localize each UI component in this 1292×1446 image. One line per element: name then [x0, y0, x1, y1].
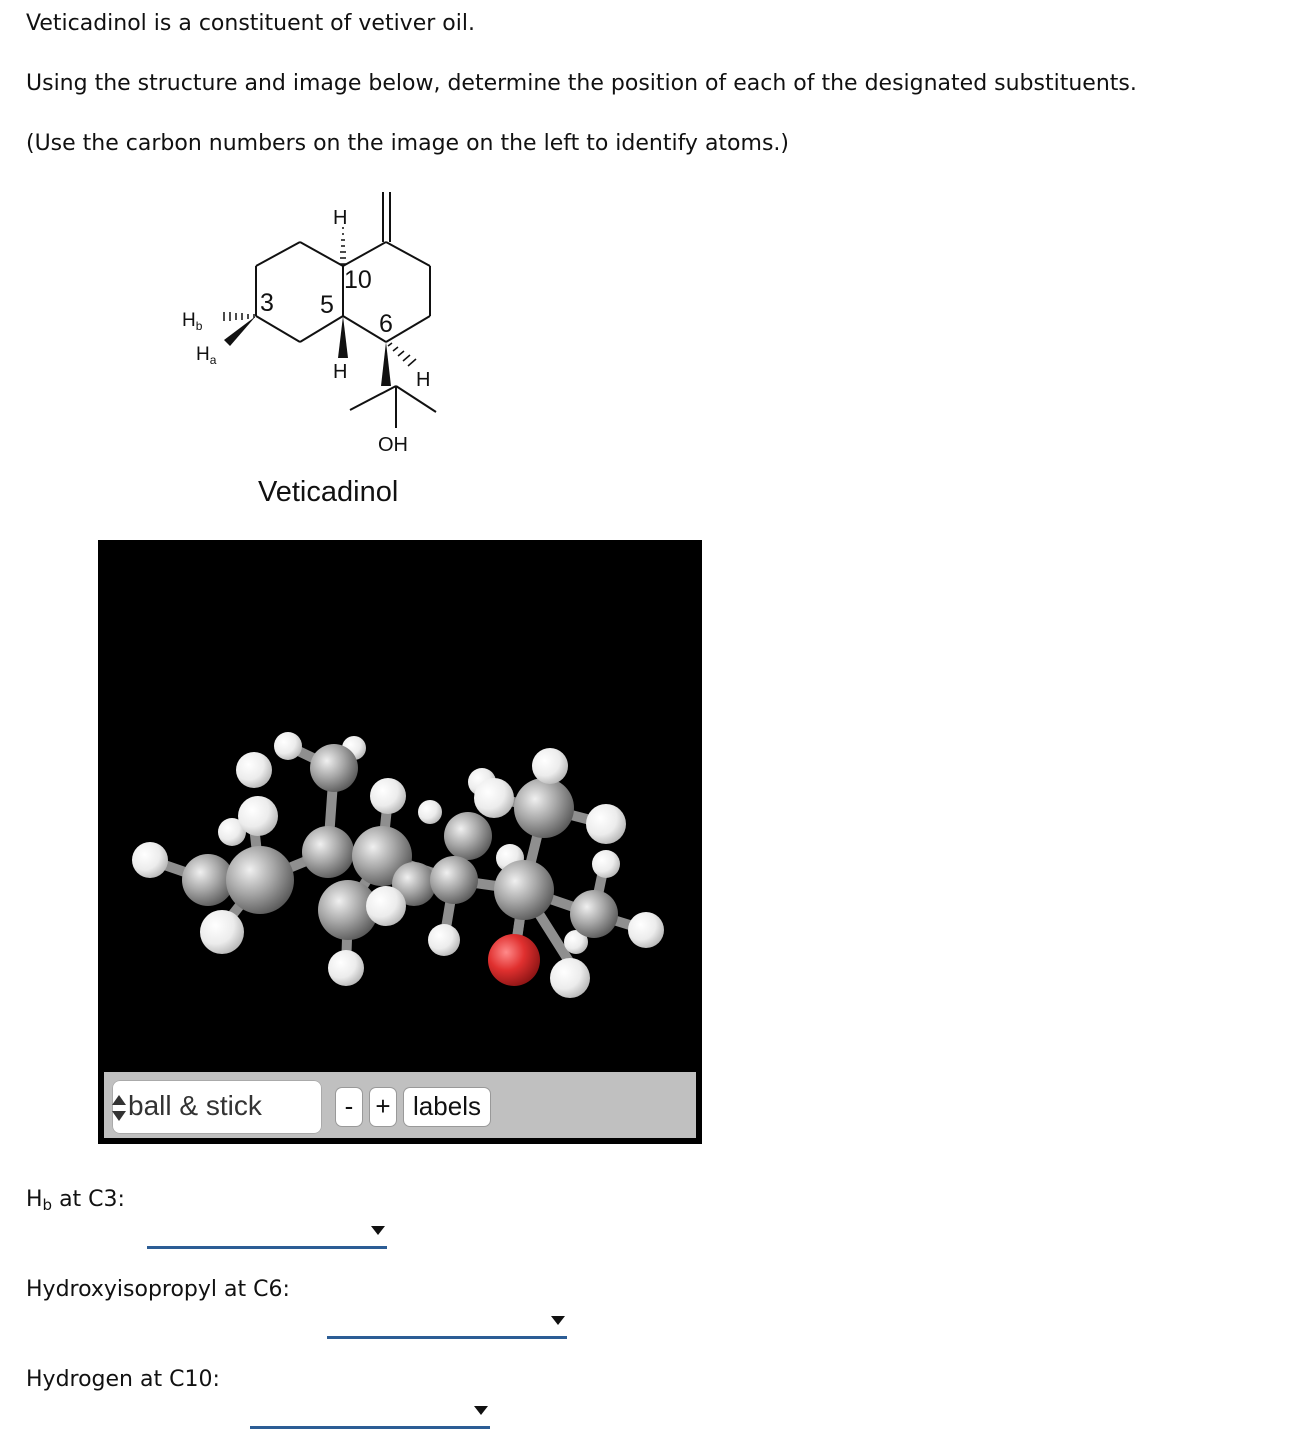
carbon-label-10: 10 [344, 266, 372, 294]
question-hydroxyisopropyl-c6-label: Hydroxyisopropyl at C6: [26, 1277, 290, 1302]
carbon-label-5: 5 [320, 291, 334, 319]
zoom-in-button[interactable]: + [370, 1088, 396, 1126]
oh-label: OH [378, 434, 408, 456]
question-hb-c3-label: $H_b$ at C3: [26, 1187, 125, 1214]
answer-hydrogen-c10-dropdown[interactable] [250, 1396, 490, 1429]
zoom-out-button[interactable]: - [336, 1088, 362, 1126]
h-label-c10: H [333, 207, 348, 229]
ball-and-stick-model[interactable] [98, 540, 702, 1072]
display-style-value: ball & stick [128, 1090, 262, 1121]
h-label-c6: H [416, 369, 431, 391]
carbon-label-3: 3 [260, 289, 274, 317]
h-label-c5: H [333, 361, 348, 383]
hb-label: $H_b$ [182, 310, 203, 333]
answer-hydroxyisopropyl-c6-dropdown[interactable] [327, 1306, 567, 1339]
veticadinol-structure [170, 180, 460, 520]
instruction-text: Using the structure and image below, determine the position of each of the designated substituents. [26, 71, 1137, 96]
labels-button[interactable]: labels [404, 1088, 490, 1126]
molecule-3d-viewer[interactable] [98, 540, 702, 1144]
hint-text: (Use the carbon numbers on the image on the left to identify atoms.) [26, 131, 789, 156]
chevron-down-icon [474, 1406, 488, 1415]
chevron-down-icon [551, 1316, 565, 1325]
question-hydrogen-c10-label: Hydrogen at C10: [26, 1367, 220, 1392]
ha-label: $H_a$ [196, 344, 217, 367]
select-arrows-icon [112, 1095, 126, 1121]
intro-text: Veticadinol is a constituent of vetiver oil. [26, 11, 475, 36]
carbon-label-6: 6 [379, 310, 393, 338]
chevron-down-icon [371, 1226, 385, 1235]
viewer-controls [104, 1072, 696, 1138]
display-style-select[interactable] [112, 1080, 322, 1134]
molecule-name: Veticadinol [258, 476, 399, 508]
structure-drawing [170, 180, 460, 520]
answer-hb-c3-dropdown[interactable] [147, 1216, 387, 1249]
